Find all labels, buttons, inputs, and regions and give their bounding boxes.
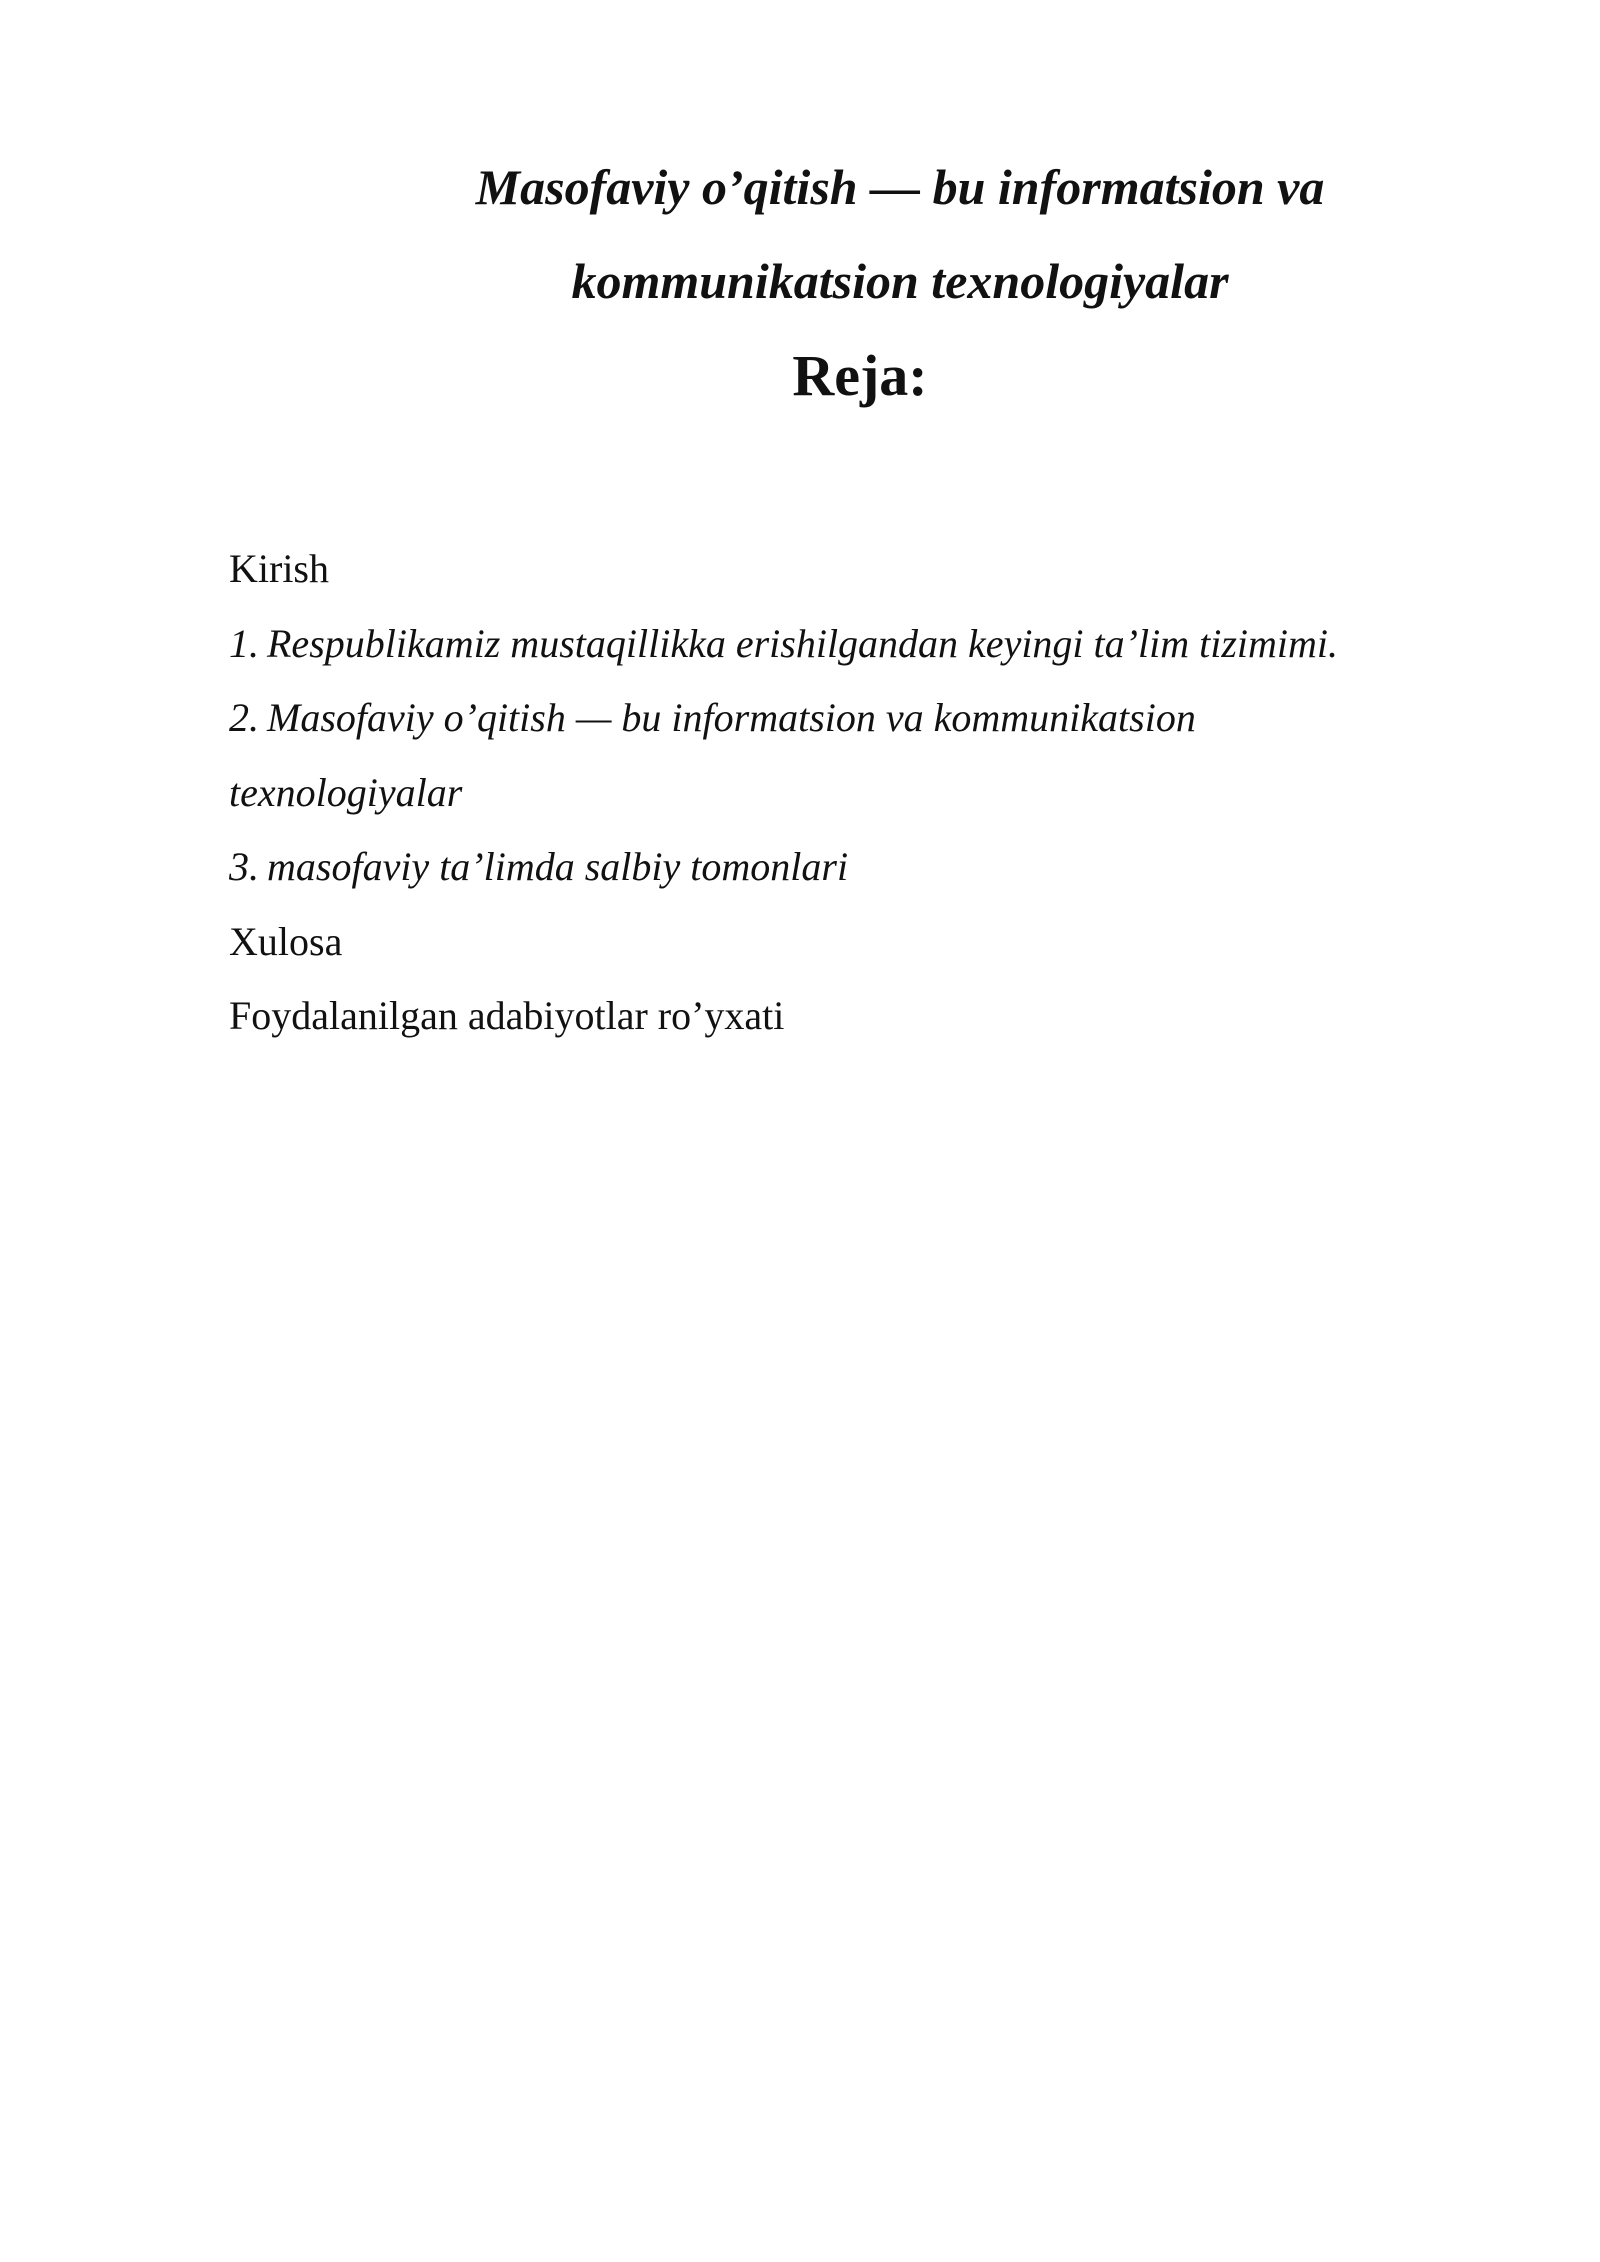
- plan-heading: Reja:: [792, 343, 928, 408]
- plan-item-references: [229, 979, 1489, 1054]
- plan-item-text: Masofaviy o’qitish — bu informatsion va kommunikatsion: [267, 695, 1196, 740]
- title-line-2: kommunikatsion texnologiyalar: [571, 253, 1229, 309]
- plan-item-text: Foydalanilgan adabiyotlar ro’yxati: [229, 993, 785, 1038]
- plan-list: [229, 532, 1489, 1054]
- plan-item-conclusion: [229, 905, 1489, 980]
- plan-item-text: Xulosa: [229, 918, 343, 964]
- plan-item-number: 1.: [229, 620, 259, 666]
- plan-item-3: [229, 830, 1489, 905]
- document-title: [380, 140, 1420, 328]
- plan-item-1: [229, 607, 1489, 682]
- plan-item-text: masofaviy ta’limda salbiy tomonlari: [267, 844, 849, 889]
- plan-item-number: 3.: [229, 844, 259, 889]
- plan-item-text: Kirish: [229, 546, 329, 591]
- plan-item-text: texnologiyalar: [229, 769, 463, 815]
- plan-item-2: [229, 681, 1489, 756]
- title-line-1: Masofaviy o’qitish — bu informatsion va: [475, 159, 1325, 215]
- plan-item-number: 2.: [229, 695, 259, 740]
- plan-item-2-continued: [229, 756, 1489, 831]
- plan-item-text: Respublikamiz mustaqillikka erishilgandan keyingi ta’lim tizimimi.: [267, 620, 1338, 666]
- plan-item-intro: [229, 532, 1489, 607]
